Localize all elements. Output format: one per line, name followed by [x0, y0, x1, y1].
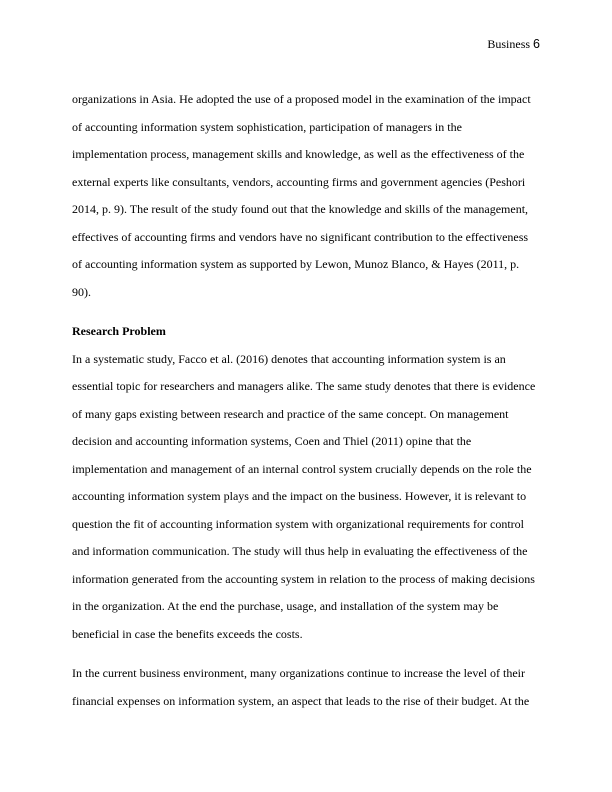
text-line: financial expenses on information system, an aspect that leads to the rise of their budget. At the — [72, 693, 530, 708]
text-line: information generated from the accounting system in relation to the process of making decisions — [72, 571, 535, 586]
text-line: question the fit of accounting information system with organizational requirements for control — [72, 516, 524, 531]
text-line: implementation process, management skills and knowledge, as well as the effectiveness of the — [72, 147, 525, 161]
paragraph-gap — [72, 651, 540, 663]
section-heading: Research Problem — [72, 324, 166, 338]
text-line: beneficial in case the benefits exceeds the costs. — [72, 626, 303, 641]
text-line: of many gaps existing between research and practice of the same concept. On management — [72, 406, 509, 421]
text-line: accounting information system plays and the impact on the business. However, it is relevant to — [72, 489, 527, 503]
text-line: of accounting information system sophistication, participation of managers in the — [72, 119, 462, 134]
paragraph-1 — [72, 89, 540, 309]
text-line: 90). — [72, 284, 91, 299]
text-line: of accounting information system as supported by Lewon, Munoz Blanco, & Hayes (2011, p. — [72, 257, 520, 271]
text-line: effectives of accounting firms and vendors have no significant contribution to the effectiveness — [72, 229, 529, 244]
text-line: external experts like consultants, vendors, accounting firms and government agencies (Peshori — [72, 174, 526, 189]
text-line: implementation and management of an internal control system crucially depends on the role the — [72, 461, 532, 476]
text-line: 2014, p. 9). The result of the study found out that the knowledge and skills of the management, — [72, 202, 529, 216]
paragraph-gap — [72, 309, 540, 321]
text-line: in the organization. At the end the purchase, usage, and installation of the system may be — [72, 599, 499, 613]
text-line: decision and accounting information systems, Coen and Thiel (2011) opine that the — [72, 434, 472, 448]
page-number: 6 — [533, 37, 540, 51]
text-line: essential topic for researchers and managers alike. The same study denotes that there is evidence — [72, 379, 536, 393]
running-head — [487, 36, 540, 52]
paragraph-3 — [72, 663, 540, 718]
text-line: In the current business environment, many organizations continue to increase the level of their — [72, 666, 525, 680]
running-head-title: Business — [487, 37, 531, 51]
paragraph-2 — [72, 349, 540, 652]
text-line: organizations in Asia. He adopted the use of a proposed model in the examination of the impact — [72, 92, 531, 106]
body-text — [72, 89, 540, 718]
text-line: and information communication. The study will thus help in evaluating the effectiveness of the — [72, 544, 528, 558]
text-line: In a systematic study, Facco et al. (2016) denotes that accounting information system is an — [72, 351, 506, 366]
